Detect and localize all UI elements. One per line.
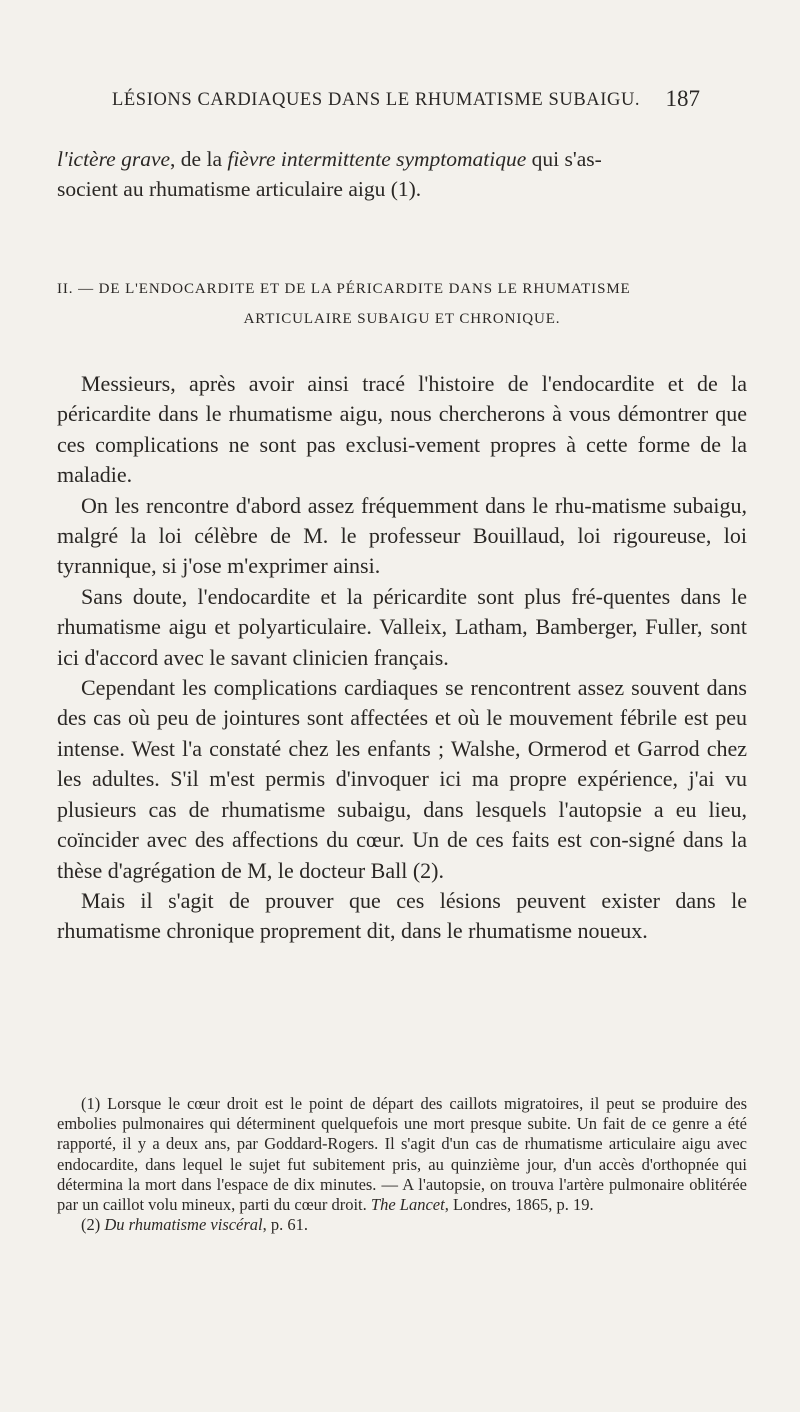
paragraph: Sans doute, l'endocardite et la péricardite sont plus fré-quentes dans le rhumatisme aigu et polyarticulaire. Valleix, Latham, Bamberger, Fuller, sont ici d'accord avec le savant clinicien français. (57, 583, 747, 670)
page-number: 187 (665, 86, 700, 111)
section-heading-line-2: ARTICULAIRE SUBAIGU ET CHRONIQUE. (243, 311, 561, 327)
footnote-2-number: (2) (81, 1215, 105, 1235)
footnote-2-tail: , p. 61. (262, 1215, 309, 1235)
running-title: LÉSIONS CARDIAQUES DANS LE RHUMATISME SUBAIGU. (112, 90, 641, 110)
section-heading (57, 274, 747, 334)
paragraph: Messieurs, après avoir ainsi tracé l'histoire de l'endocardite et de la péricardite dans le rhumatisme aigu, nous chercherons à vous démontrer que ces complications ne sont pas exclusi-vement propres à cette forme de la maladie. (57, 371, 747, 488)
footnote-2 (57, 1215, 747, 1235)
footnote-1-source: The Lancet (370, 1195, 445, 1215)
opening-plain-1: , de la (170, 147, 228, 171)
paragraph: Mais il s'agit de prouver que ces lésions peuvent exister dans le rhumatisme chronique proprement dit, dans le rhumatisme noueux. (57, 887, 747, 944)
opening-line-1 (57, 144, 747, 174)
opening-plain-2: qui s'as- (526, 147, 602, 171)
opening-line-2: socient au rhumatisme articulaire aigu (1). (57, 177, 422, 201)
footnote-1 (57, 1094, 747, 1215)
opening-italic-1: l'ictère grave (57, 147, 171, 171)
footnotes (57, 1094, 747, 1235)
paragraph: Cependant les complications cardiaques se rencontrent assez souvent dans des cas où peu de jointures sont affectées et où le mouvement fébrile est peu intense. West l'a constaté chez les enfants ; Walshe, Ormerod et Garrod chez les adultes. S'il m'est permis d'invoquer ici ma propre expérience, j'ai vu plusieurs cas de rhumatisme subaigu, dans lesquels l'autopsie a eu lieu, coïncider avec des affections du cœur. Un de ces faits est con-signé dans la thèse d'agrégation de M, le docteur Ball (2). (57, 675, 747, 883)
paragraph: On les rencontre d'abord assez fréquemment dans le rhu-matisme subaigu, malgré la loi célèbre de M. le professeur Bouillaud, loi rigoureuse, loi tyrannique, si j'ose m'exprimer ainsi. (57, 492, 747, 579)
section-heading-line-1: II. — DE L'ENDOCARDITE ET DE LA PÉRICARDITE DANS LE RHUMATISME (57, 281, 631, 297)
footnote-1-tail: , Londres, 1865, p. 19. (444, 1195, 594, 1215)
opening-italic-2: fièvre intermittente symptomatique (227, 147, 527, 171)
footnote-1-text: (1) Lorsque le cœur droit est le point de départ des caillots migratoires, il peut se produire des embolies pulmonaires qui déterminent quelquefois une mort presque subite. Un fait de ce genre a été rapporté, il y a deux ans, par Goddard-Rogers. Il s'agit d'un cas de rhumatisme articulaire aigu avec endocardite, dans lequel le sujet fut subitement pris, au quinzième jour, d'un accès d'orthopnée qui détermina la mort dans l'espace de dix minutes. — A l'autopsie, on trouva l'artère pulmonaire oblitérée par un caillot volu mineux, parti du cœur droit. (57, 1094, 747, 1215)
opening-lines (57, 144, 747, 204)
footnote-2-source: Du rhumatisme viscéral (104, 1215, 263, 1235)
main-text (57, 369, 747, 947)
